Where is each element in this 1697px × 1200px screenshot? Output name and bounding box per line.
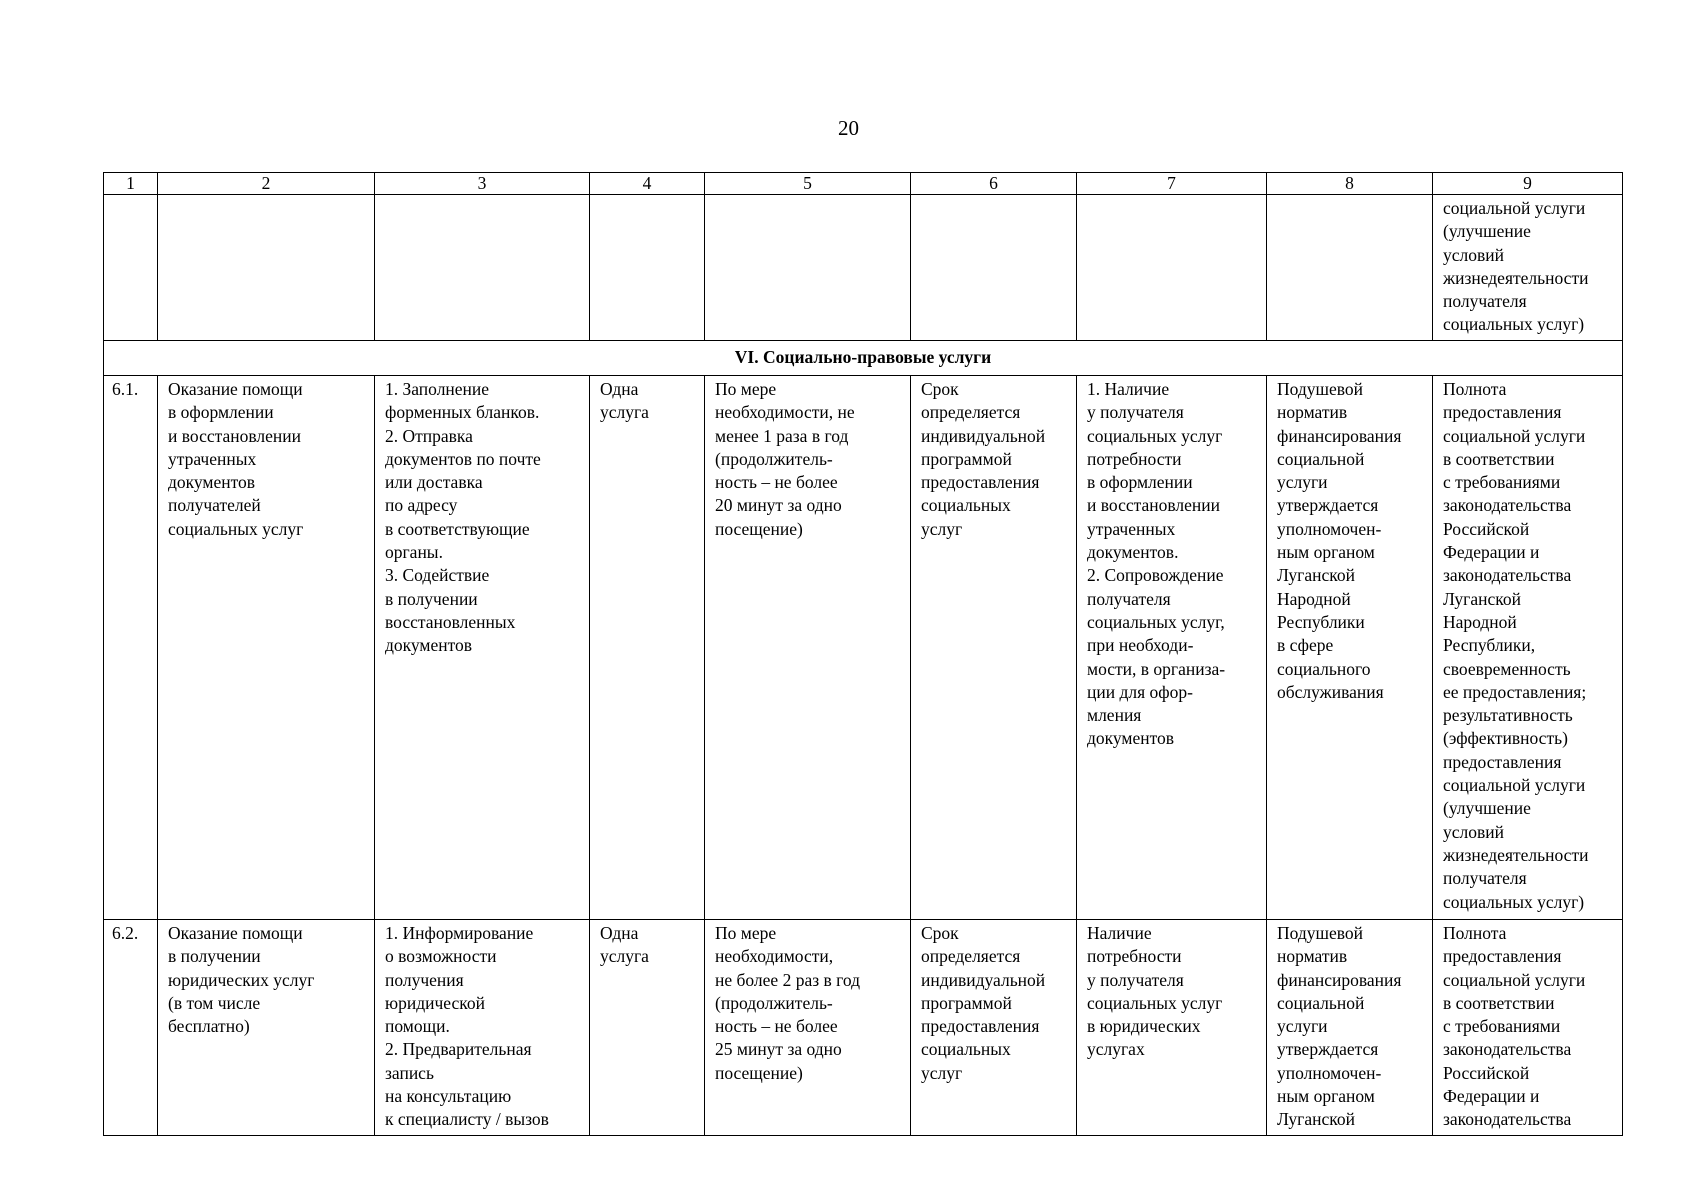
service-periodicity: По мере необходимости, не менее 1 раза в год (продолжитель- ность – не более 20 минут за одно посещение) — [705, 376, 911, 920]
service-quality: Полнота предоставления социальной услуги в соответствии с требованиями законодательства Российской Федерации и законодательства Луганской Народной Республики, своевременность ее предоставления; результативность (эффективность) предоставления социальной услуги (улучшение условий жизнедеятельности получателя социальных услуг) — [1433, 376, 1623, 920]
table-cell — [590, 195, 705, 341]
table-cell — [375, 195, 590, 341]
column-number: 5 — [705, 173, 911, 195]
table-cell — [705, 195, 911, 341]
column-number-row — [104, 173, 1623, 195]
page-number: 20 — [838, 116, 859, 140]
service-name: Оказание помощи в получении юридических услуг (в том числе бесплатно) — [158, 920, 375, 1136]
column-number: 3 — [375, 173, 590, 195]
column-number: 9 — [1433, 173, 1623, 195]
service-term: Срок определяется индивидуальной программой предоставления социальных услуг — [911, 376, 1077, 920]
table-cell — [104, 195, 158, 341]
service-name: Оказание помощи в оформлении и восстановлении утраченных документов получателей социальных услуг — [158, 376, 375, 920]
table-cell: социальной услуги (улучшение условий жизнедеятельности получателя социальных услуг) — [1433, 195, 1623, 341]
table-cell — [1077, 195, 1267, 341]
service-conditions: Наличие потребности у получателя социальных услуг в юридических услугах — [1077, 920, 1267, 1136]
table-cell — [158, 195, 375, 341]
services-table — [103, 172, 1623, 1136]
service-content: 1. Заполнение форменных бланков. 2. Отправка документов по почте или доставка по адресу в соответствующие органы. 3. Содействие в получении восстановленных документов — [375, 376, 590, 920]
column-number: 2 — [158, 173, 375, 195]
continuation-row — [104, 195, 1623, 341]
table-cell — [911, 195, 1077, 341]
item-number: 6.2. — [104, 920, 158, 1136]
column-number: 7 — [1077, 173, 1267, 195]
table-row — [104, 376, 1623, 920]
table-row — [104, 920, 1623, 1136]
service-periodicity: По мере необходимости, не более 2 раз в год (продолжитель- ность – не более 25 минут за одно посещение) — [705, 920, 911, 1136]
service-unit: Одна услуга — [590, 376, 705, 920]
section-heading-row — [104, 341, 1623, 376]
service-unit: Одна услуга — [590, 920, 705, 1136]
service-term: Срок определяется индивидуальной программой предоставления социальных услуг — [911, 920, 1077, 1136]
table-cell — [1267, 195, 1433, 341]
service-conditions: 1. Наличие у получателя социальных услуг потребности в оформлении и восстановлении утраченных документов. 2. Сопровождение получателя социальных услуг, при необходи- мости, в организа- ции для офор- мления документов — [1077, 376, 1267, 920]
column-number: 6 — [911, 173, 1077, 195]
service-financing: Подушевой норматив финансирования социальной услуги утверждается уполномочен- ным органом Луганской Народной Республики в сфере социального обслуживания — [1267, 376, 1433, 920]
service-financing: Подушевой норматив финансирования социальной услуги утверждается уполномочен- ным органом Луганской — [1267, 920, 1433, 1136]
column-number: 1 — [104, 173, 158, 195]
column-number: 4 — [590, 173, 705, 195]
service-content: 1. Информирование о возможности получения юридической помощи. 2. Предварительная запись на консультацию к специалисту / вызов — [375, 920, 590, 1136]
column-number: 8 — [1267, 173, 1433, 195]
service-quality: Полнота предоставления социальной услуги в соответствии с требованиями законодательства Российской Федерации и законодательства — [1433, 920, 1623, 1136]
section-title: VI. Социально-правовые услуги — [104, 341, 1623, 376]
item-number: 6.1. — [104, 376, 158, 920]
